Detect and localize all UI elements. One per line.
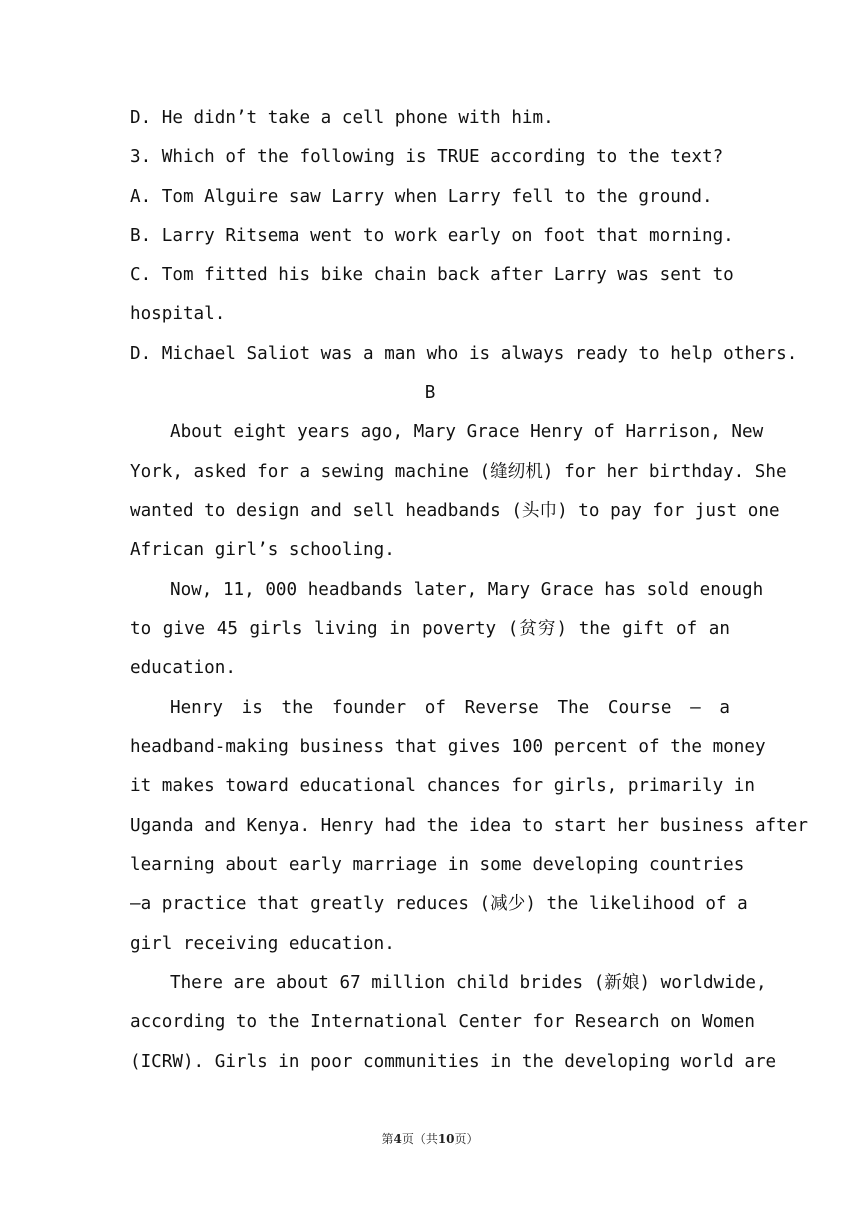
option-a-q3: A. Tom Alguire saw Larry when Larry fell to the ground. <box>130 187 713 207</box>
question-3: 3. Which of the following is TRUE according to the text? <box>130 147 724 167</box>
paragraph-line: girl receiving education. <box>130 934 395 954</box>
footer-middle: 页（共 <box>401 1132 438 1146</box>
option-b-q3: B. Larry Ritsema went to work early on foot that morning. <box>130 226 734 246</box>
paragraph-line: Uganda and Kenya. Henry had the idea to start her business after <box>130 816 808 836</box>
paragraph-line: wanted to design and sell headbands (头巾) to pay for just one <box>130 501 780 521</box>
paragraph-line: headband-making business that gives 100 percent of the money <box>130 737 766 757</box>
footer-suffix: 页） <box>454 1132 479 1146</box>
option-c-q3: C. Tom fitted his bike chain back after Larry was sent to <box>130 265 734 285</box>
paragraph-line: There are about 67 million child brides (新娘) worldwide, <box>170 973 767 993</box>
option-d-q3: D. Michael Saliot was a man who is always ready to help others. <box>130 344 798 364</box>
paragraph-line: Henry is the founder of Reverse The Course — a <box>170 698 730 718</box>
page-footer <box>0 1130 860 1147</box>
footer-total-pages: 10 <box>437 1132 455 1146</box>
paragraph-line: according to the International Center for Research on Women <box>130 1012 755 1032</box>
paragraph-line: York, asked for a sewing machine (缝纫机) for her birthday. She <box>130 462 787 482</box>
section-heading: B <box>424 383 436 403</box>
paragraph-line: learning about early marriage in some developing countries <box>130 855 745 875</box>
option-c-q3-cont: hospital. <box>130 304 226 324</box>
option-d-q2: D. He didn’t take a cell phone with him. <box>130 108 554 128</box>
paragraph-line: —a practice that greatly reduces (减少) the likelihood of a <box>130 894 748 914</box>
paragraph-line: education. <box>130 658 236 678</box>
paragraph-line: it makes toward educational chances for girls, primarily in <box>130 776 755 796</box>
paragraph-line: Now, 11, 000 headbands later, Mary Grace has sold enough <box>170 580 764 600</box>
paragraph-line: African girl’s schooling. <box>130 540 395 560</box>
paragraph-line: (ICRW). Girls in poor communities in the developing world are <box>130 1052 777 1072</box>
paragraph-line: to give 45 girls living in poverty (贫穷) the gift of an <box>130 619 730 639</box>
footer-page-number: 4 <box>393 1132 402 1146</box>
paragraph-line: About eight years ago, Mary Grace Henry of Harrison, New <box>170 422 764 442</box>
footer-prefix: 第 <box>381 1132 394 1146</box>
